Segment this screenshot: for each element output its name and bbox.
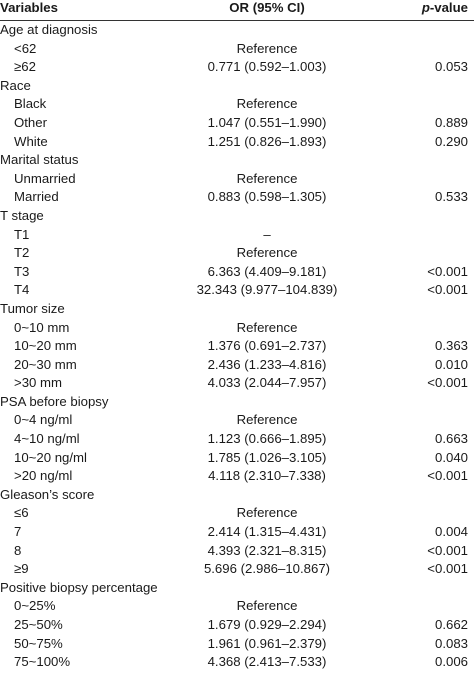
p-value-cell: <0.001 (427, 561, 468, 577)
variable-level-label: >30 mm (14, 375, 63, 391)
p-value-cell (374, 486, 474, 505)
table-row (0, 188, 474, 207)
header-p-value (374, 0, 474, 21)
or-ci-cell: 4.368 (2.413–7.533) (207, 654, 327, 670)
p-value-cell: 0.363 (434, 338, 468, 354)
table-row (0, 597, 474, 616)
table-row (0, 523, 474, 542)
or-ci-cell: 1.047 (0.551–1.990) (207, 114, 327, 130)
p-value-cell (374, 77, 474, 96)
or-ci-cell: Reference (236, 170, 298, 186)
or-ci-cell: 4.033 (2.044–7.957) (207, 375, 327, 391)
group-header-row (0, 21, 474, 40)
p-value-cell: <0.001 (427, 263, 468, 279)
group-label: Tumor size (0, 300, 65, 316)
table-header (0, 0, 474, 21)
or-ci-cell (160, 486, 374, 505)
table-row (0, 542, 474, 561)
p-value-cell: 0.290 (434, 133, 468, 149)
table-row (0, 133, 474, 152)
p-value-cell: 0.004 (434, 524, 468, 540)
variable-level-label: 4~10 ng/ml (14, 431, 80, 447)
p-value-cell: 0.533 (434, 189, 468, 205)
or-ci-cell: 1.961 (0.961–2.379) (207, 635, 327, 651)
table-row (0, 430, 474, 449)
or-ci-cell: 1.785 (1.026–3.105) (207, 449, 327, 465)
variable-level-label: 25~50% (14, 617, 63, 632)
variable-level-label: 0~10 mm (14, 319, 70, 335)
table-row (0, 319, 474, 338)
group-label: Gleason’s score (0, 486, 95, 502)
group-label: Age at diagnosis (0, 22, 98, 37)
header-row (0, 0, 474, 21)
variable-level-label: T4 (14, 282, 30, 298)
variable-level-label: 8 (14, 542, 22, 558)
table-row (0, 449, 474, 468)
variable-level-label: 10~20 ng/ml (14, 449, 87, 465)
p-value-cell (374, 226, 474, 245)
or-ci-cell: 1.123 (0.666–1.895) (207, 431, 327, 447)
p-value-cell (374, 95, 474, 114)
table-row (0, 281, 474, 300)
or-ci-cell: 1.251 (0.826–1.893) (207, 133, 327, 149)
p-value-cell: 0.083 (434, 635, 468, 651)
table-row (0, 467, 474, 486)
group-label: T stage (0, 207, 44, 223)
p-value-cell (374, 393, 474, 412)
table-row (0, 374, 474, 393)
variable-level-label: 7 (14, 524, 22, 540)
p-value-cell: <0.001 (427, 542, 468, 558)
table-row (0, 616, 474, 635)
variable-level-label: White (14, 133, 48, 149)
table-row (0, 114, 474, 133)
or-ci-cell: 4.118 (2.310–7.338) (208, 468, 326, 484)
table-row (0, 40, 474, 59)
variable-level-label: <62 (14, 40, 37, 56)
table-row (0, 411, 474, 430)
or-ci-cell: 5.696 (2.986–10.867) (203, 561, 331, 577)
group-header-row (0, 207, 474, 226)
variable-level-label: T3 (14, 263, 30, 279)
group-label: PSA before biopsy (0, 393, 109, 409)
variable-level-label: ≥62 (14, 59, 36, 75)
group-header-row (0, 77, 474, 96)
p-value-cell (374, 504, 474, 523)
p-value-cell: 0.662 (434, 617, 468, 632)
p-value-cell (374, 244, 474, 263)
variable-level-label: T2 (14, 245, 30, 261)
p-value-cell (374, 319, 474, 338)
variable-level-label: T1 (14, 226, 30, 242)
or-ci-cell: 2.436 (1.233–4.816) (207, 356, 327, 372)
variable-level-label: ≥9 (14, 561, 29, 577)
p-value-cell: 0.006 (434, 654, 468, 670)
variable-level-label: 50~75% (14, 635, 63, 651)
or-ci-cell: 0.883 (0.598–1.305) (207, 189, 327, 205)
or-ci-cell (160, 151, 374, 170)
variable-level-label: Unmarried (14, 170, 76, 186)
or-ci-cell: 0.771 (0.592–1.003) (207, 59, 327, 75)
table-row (0, 95, 474, 114)
variable-level-label: 10~20 mm (14, 338, 77, 354)
header-p-italic: p (421, 0, 430, 15)
table-row (0, 635, 474, 654)
p-value-cell (374, 40, 474, 59)
variable-level-label: 0~4 ng/ml (14, 412, 73, 428)
variable-level-label: >20 ng/ml (14, 468, 73, 484)
or-ci-cell: Reference (236, 505, 298, 521)
or-ci-cell: Reference (236, 598, 298, 614)
p-value-cell: 0.040 (434, 449, 468, 465)
or-ci-cell: 2.414 (1.315–4.431) (207, 524, 327, 540)
table-row (0, 263, 474, 282)
group-label: Marital status (0, 152, 79, 168)
group-header-row (0, 579, 474, 598)
variable-level-label: ≤6 (14, 505, 29, 521)
p-value-cell: 0.010 (434, 356, 468, 372)
p-value-cell (374, 21, 474, 40)
header-or-ci: OR (95% CI) (160, 0, 374, 21)
p-value-cell (374, 411, 474, 430)
group-label: Positive biopsy percentage (0, 579, 158, 595)
variable-level-label: 75~100% (14, 654, 71, 670)
or-ci-cell: 4.393 (2.321–8.315) (207, 542, 327, 558)
or-ci-cell (160, 579, 374, 598)
table-row (0, 226, 474, 245)
or-ci-cell: 1.376 (0.691–2.737) (207, 338, 327, 354)
group-label: Race (0, 77, 31, 93)
or-ci-cell: 6.363 (4.409–9.181) (207, 263, 327, 279)
table-row (0, 560, 474, 579)
table-row (0, 58, 474, 77)
table-row (0, 337, 474, 356)
group-header-row (0, 300, 474, 319)
or-ci-cell (160, 300, 374, 319)
p-value-cell: <0.001 (427, 468, 468, 484)
table-body (0, 21, 474, 672)
p-value-cell (374, 579, 474, 598)
or-ci-cell: Reference (236, 40, 298, 56)
or-ci-cell: 1.679 (0.929–2.294) (207, 617, 327, 632)
p-value-cell: 0.889 (434, 114, 468, 130)
p-value-cell (374, 207, 474, 226)
or-ci-cell: 32.343 (9.977–104.839) (196, 282, 338, 298)
header-p-suffix: -value (429, 0, 468, 15)
p-value-cell: 0.053 (434, 59, 468, 75)
variable-level-label: 0~25% (14, 598, 56, 614)
p-value-cell: <0.001 (427, 282, 468, 298)
p-value-cell (374, 170, 474, 189)
or-ci-cell: Reference (236, 245, 298, 261)
or-ci-cell: Reference (236, 96, 298, 112)
group-header-row (0, 393, 474, 412)
or-ci-cell: Reference (236, 412, 298, 428)
p-value-cell (374, 597, 474, 616)
p-value-cell (374, 300, 474, 319)
variable-level-label: Married (14, 189, 59, 205)
group-header-row (0, 486, 474, 505)
or-ci-cell (160, 207, 374, 226)
p-value-cell: <0.001 (427, 375, 468, 391)
or-ci-cell (160, 21, 374, 40)
or-ci-cell: Reference (236, 319, 298, 335)
or-ci-cell (160, 77, 374, 96)
or-ci-cell: – (263, 226, 271, 242)
header-variables: Variables (0, 0, 160, 21)
table-row (0, 504, 474, 523)
variable-level-label: 20~30 mm (14, 356, 77, 372)
table-row (0, 244, 474, 263)
or-ci-cell (160, 393, 374, 412)
table-row (0, 170, 474, 189)
p-value-cell (374, 151, 474, 170)
p-value-cell: 0.663 (434, 431, 468, 447)
variable-level-label: Other (14, 114, 47, 130)
variable-level-label: Black (14, 96, 47, 112)
table-row (0, 653, 474, 672)
table-row (0, 356, 474, 375)
group-header-row (0, 151, 474, 170)
